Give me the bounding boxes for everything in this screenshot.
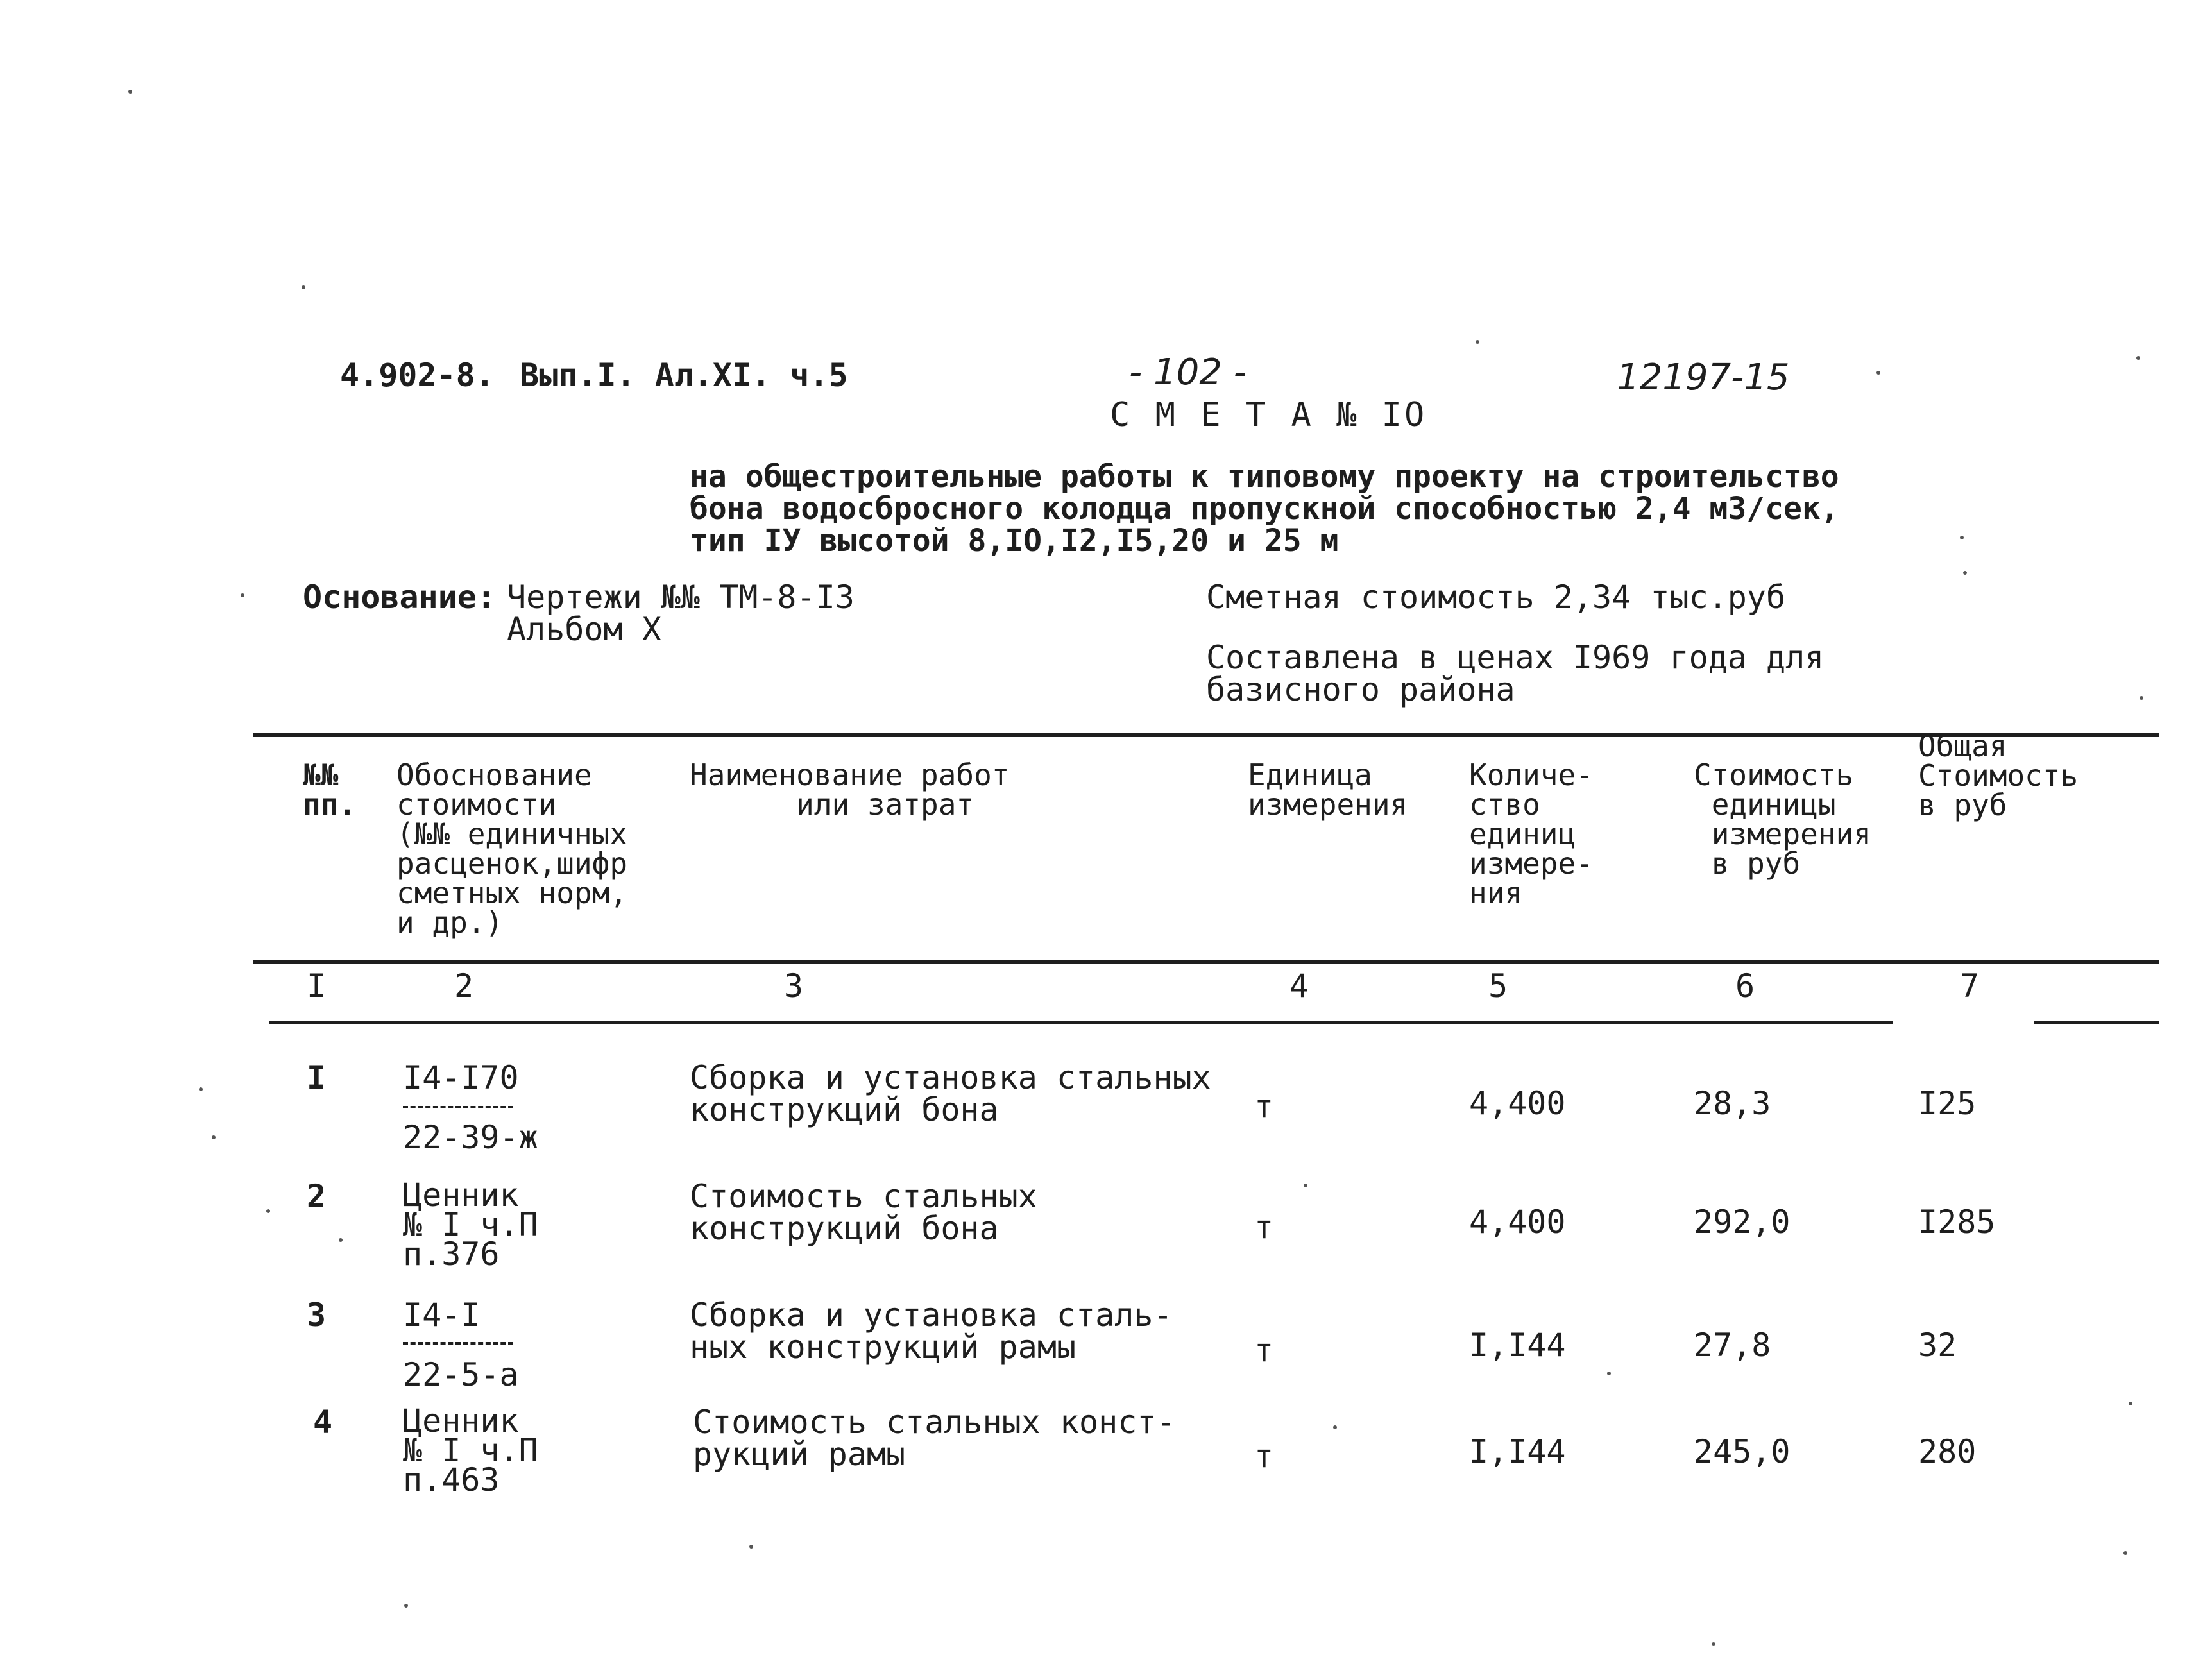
scan-speck bbox=[302, 285, 305, 289]
scan-speck bbox=[1876, 371, 1880, 375]
row-total: I285 bbox=[1918, 1203, 1996, 1241]
handwritten-number: 12197-15 bbox=[1617, 357, 1790, 398]
scan-speck bbox=[1607, 1372, 1611, 1375]
row-unit: т bbox=[1254, 1332, 1274, 1369]
row-quantity: I,I44 bbox=[1469, 1433, 1566, 1470]
row-basis-top: Ценник № I ч.П п.463 bbox=[403, 1402, 538, 1499]
col-header-total: Общая Стоимость в руб bbox=[1918, 729, 2079, 822]
row-unit: т bbox=[1254, 1088, 1274, 1125]
row-work-name: Сборка и установка сталь- ных конструкций рамы bbox=[690, 1296, 1173, 1366]
title-description-line1: на общестроительные работы к типовому проекту на строительство bbox=[690, 459, 1839, 495]
row-quantity: 4,400 bbox=[1469, 1085, 1566, 1122]
col-header-unit-price: Стоимость единицы измерения в руб bbox=[1694, 758, 1871, 881]
scan-speck bbox=[128, 90, 132, 94]
scan-speck bbox=[199, 1087, 203, 1091]
estimated-cost: Сметная стоимость 2,34 тыс.руб bbox=[1206, 579, 1786, 616]
table-header-rule bbox=[253, 960, 2159, 964]
col-header-quantity: Количе- ство единиц измере- ния bbox=[1469, 758, 1594, 910]
col-header-unit: Единица измерения bbox=[1248, 758, 1408, 822]
basis-album: Альбом X bbox=[507, 611, 661, 648]
row-number: 2 bbox=[307, 1178, 327, 1215]
scan-speck bbox=[1333, 1425, 1337, 1429]
row-unit-price: 27,8 bbox=[1694, 1327, 1771, 1364]
column-number: 6 bbox=[1735, 967, 1755, 1005]
title-description-line3: тип IУ высотой 8,IO,I2,I5,20 и 25 м bbox=[690, 523, 1339, 559]
col-header-number: №№ пп. bbox=[303, 758, 357, 822]
title-description-line2: бона водосбросного колодца пропускной способностью 2,4 м3/сек, bbox=[690, 491, 1839, 527]
scan-speck bbox=[2123, 1551, 2127, 1555]
scan-speck bbox=[241, 593, 244, 597]
column-number-rule-end bbox=[2034, 1021, 2159, 1024]
column-number: 3 bbox=[784, 967, 804, 1005]
col-header-name: Наименование работ или затрат bbox=[690, 758, 1010, 822]
scan-speck bbox=[212, 1135, 216, 1139]
scan-speck bbox=[2129, 1402, 2132, 1405]
row-basis-bottom: 22-39-ж bbox=[403, 1119, 538, 1156]
prices-basis-line1: Составлена в ценах I969 года для bbox=[1206, 639, 1825, 676]
fraction-divider bbox=[403, 1342, 513, 1347]
column-number: 7 bbox=[1960, 967, 1980, 1005]
scan-speck bbox=[404, 1604, 408, 1608]
table-top-rule bbox=[253, 733, 2159, 737]
row-basis-bottom: 22-5-а bbox=[403, 1356, 519, 1393]
row-basis-top: Ценник № I ч.П п.376 bbox=[403, 1176, 538, 1273]
scan-speck bbox=[2140, 696, 2143, 700]
row-unit-price: 245,0 bbox=[1694, 1433, 1791, 1470]
column-number: 5 bbox=[1488, 967, 1508, 1005]
fraction-divider bbox=[403, 1106, 513, 1111]
basis-label: Основание: bbox=[303, 579, 497, 616]
row-number: 3 bbox=[307, 1296, 327, 1334]
row-quantity: 4,400 bbox=[1469, 1203, 1566, 1241]
scan-speck bbox=[339, 1238, 343, 1242]
scan-speck bbox=[1476, 340, 1479, 344]
row-unit: т bbox=[1254, 1209, 1274, 1246]
prices-basis-line2: базисного района bbox=[1206, 671, 1515, 708]
row-total: 32 bbox=[1918, 1327, 1957, 1364]
row-unit-price: 292,0 bbox=[1694, 1203, 1791, 1241]
row-basis-top: I4-I bbox=[403, 1296, 481, 1334]
row-unit: т bbox=[1254, 1438, 1274, 1475]
scan-speck bbox=[266, 1209, 270, 1213]
row-work-name: Стоимость стальных конст- рукций рамы bbox=[693, 1404, 1176, 1473]
column-number: 2 bbox=[454, 967, 474, 1005]
estimate-title: С М Е Т А № IO bbox=[1110, 396, 1427, 434]
document-code: 4.902-8. bbox=[340, 357, 495, 394]
col-header-basis: Обоснование стоимости (№№ единичных расценок,шифр сметных норм, и др.) bbox=[396, 758, 628, 940]
scan-speck bbox=[1712, 1642, 1715, 1646]
volume-reference: Вып.I. Ал.XI. ч.5 bbox=[520, 357, 848, 394]
row-work-name: Стоимость стальных конструкций бона bbox=[690, 1178, 1037, 1247]
row-number: 4 bbox=[313, 1404, 333, 1441]
row-total: I25 bbox=[1918, 1085, 1977, 1122]
column-number: 4 bbox=[1289, 967, 1309, 1005]
row-unit-price: 28,3 bbox=[1694, 1085, 1771, 1122]
scan-speck bbox=[2136, 356, 2140, 360]
scan-speck bbox=[1960, 536, 1964, 539]
page-number: - 102 - bbox=[1129, 352, 1246, 393]
scan-speck bbox=[1304, 1184, 1307, 1187]
scan-speck bbox=[749, 1545, 753, 1549]
row-basis-top: I4-I70 bbox=[403, 1059, 519, 1096]
row-total: 280 bbox=[1918, 1433, 1977, 1470]
row-work-name: Сборка и установка стальных конструкций бона bbox=[690, 1059, 1211, 1128]
column-number: I bbox=[307, 967, 327, 1005]
row-number: I bbox=[307, 1059, 327, 1096]
basis-drawings: Чертежи №№ ТМ-8-I3 bbox=[507, 579, 855, 616]
row-quantity: I,I44 bbox=[1469, 1327, 1566, 1364]
column-number-rule bbox=[269, 1021, 1893, 1024]
scan-speck bbox=[1963, 571, 1967, 575]
